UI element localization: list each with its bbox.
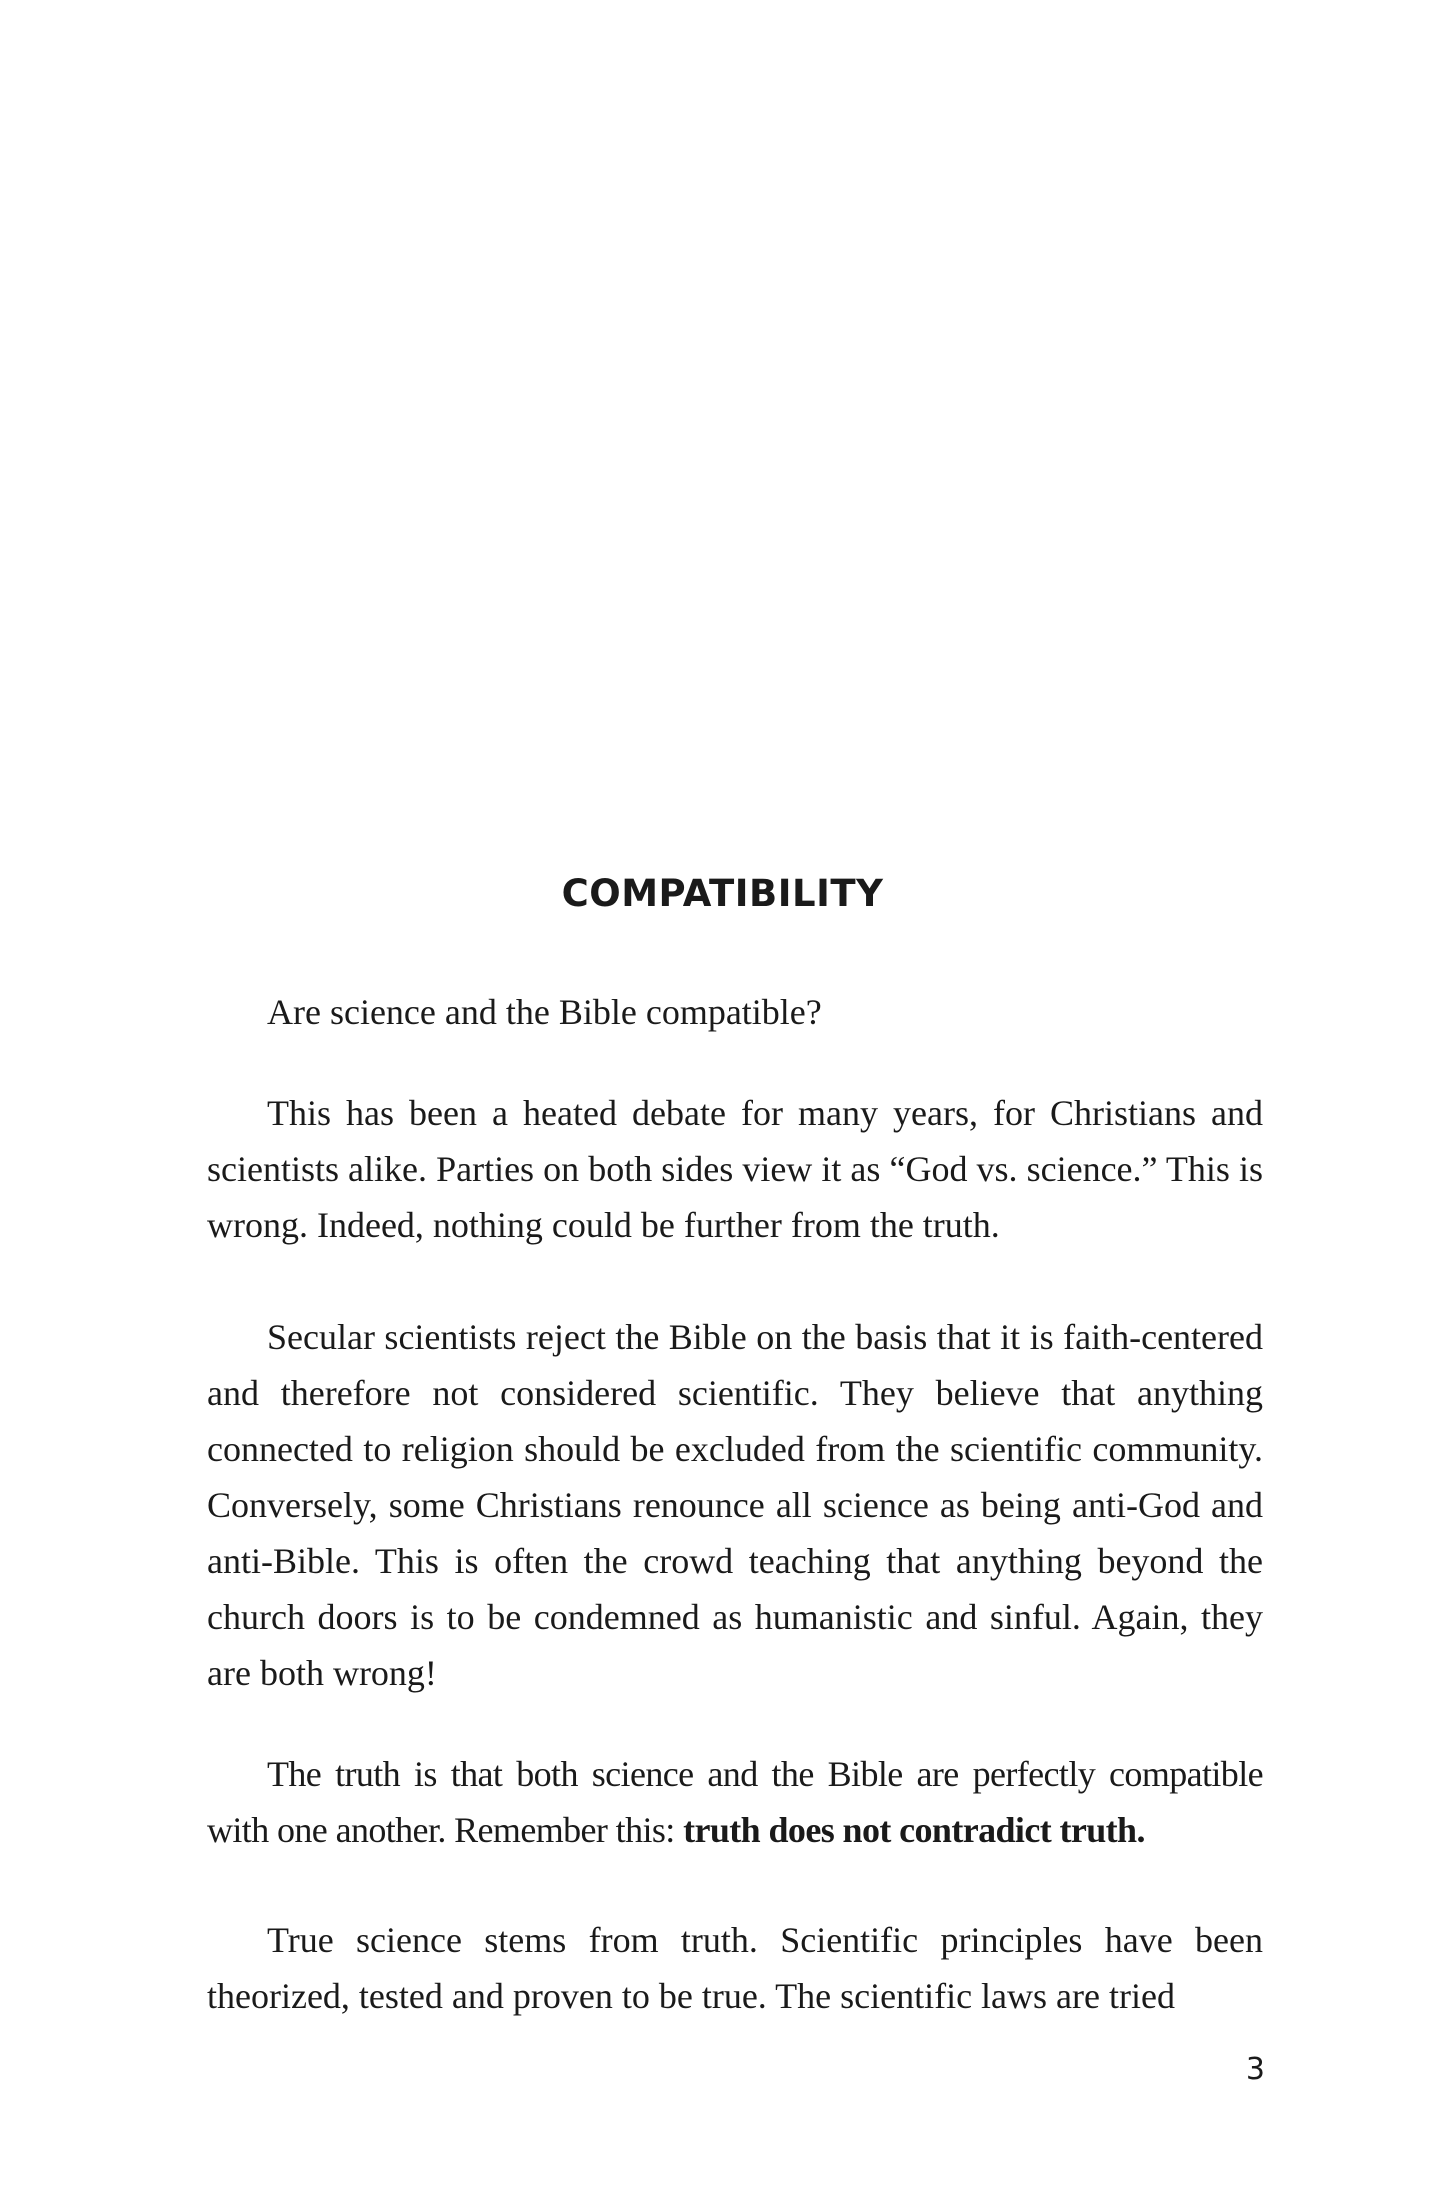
emphasis-truth-statement: truth does not contradict truth. [683, 1810, 1145, 1850]
paragraph-secular-scientists: Secular scientists reject the Bible on the basis that it is faith-centered and therefore not considered scientific. They believe that anything connected to religion should be excluded from the scientific community. Conversely, some Christians renounce all science as being anti-God and anti-Bible. This is often the crowd teaching that anything beyond the church doors is to be condemned as humanistic and sinful. Again, they are both wrong! [207, 1317, 1263, 1693]
paragraph-true-science: True science stems from truth. Scientific principles have been theorized, tested and proven to be true. The scientific laws are tried [207, 1920, 1263, 2016]
paragraph-truth [207, 1746, 1263, 1858]
paragraph-debate: This has been a heated debate for many years, for Christians and scientists alike. Parties on both sides view it as “God vs. science.” This is wrong. Indeed, nothing could be further from the truth. [207, 1093, 1263, 1245]
chapter-title: COMPATIBILITY [561, 872, 884, 915]
page-number: 3 [1245, 2052, 1265, 2087]
paragraph-question: Are science and the Bible compatible? [267, 992, 822, 1032]
paragraph-truth-text: The truth is that both science and the Bible are perfectly compatible with one another. Remember this: [207, 1754, 1263, 1850]
